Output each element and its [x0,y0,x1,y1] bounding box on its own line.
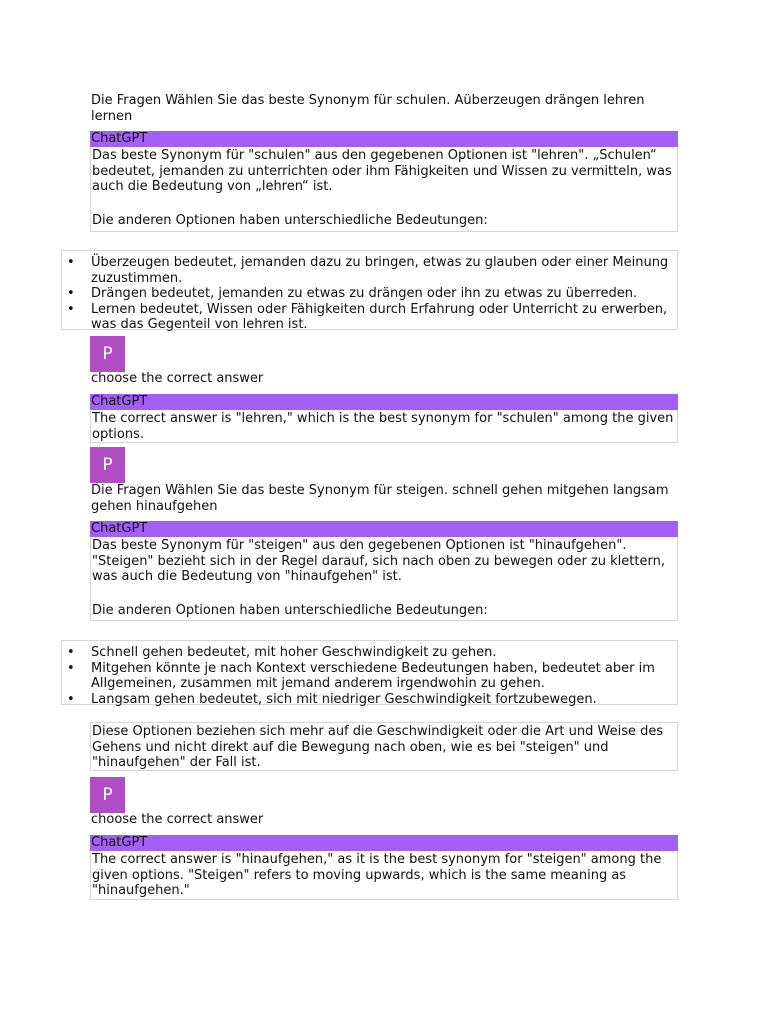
assistant-message-1 [90,147,678,232]
assistant-message-2 [90,410,678,443]
assistant-paragraph: Die anderen Optionen haben unterschiedliche Bedeutungen: [92,212,488,228]
assistant-list-1 [61,250,678,330]
assistant-paragraph: Das beste Synonym für "schulen" aus den gegebenen Optionen ist "lehren". „Schulen“ bedeutet, jemanden zu unterrichten oder ihm Fähigkeiten und Wissen zu vermitteln, was auch die Bedeutung von „lehren“ ist. [92,148,672,194]
list-item: • Mitgehen könnte je nach Kontext verschiedene Bedeutungen haben, bedeutet aber im Allgemeinen, zusammen mit jemand anderem irgendwohin zu gehen. [67,660,655,691]
user-avatar: P [90,336,125,372]
assistant-message-4 [90,851,678,900]
list-item: • Überzeugen bedeutet, jemanden dazu zu bringen, etwas zu glauben oder einer Meinung zuzustimmen. [67,255,669,286]
assistant-list-3 [61,640,678,705]
user-message-4: choose the correct answer [91,812,264,827]
bullet-icon: • [67,286,75,301]
bullet-icon: • [67,645,75,660]
user-message-1: Die Fragen Wählen Sie das beste Synonym für schulen. Aüberzeugen drängen lehren lernen [91,93,645,124]
bullet-icon: • [67,691,75,707]
assistant-label: ChatGPT [90,835,678,851]
assistant-paragraph: Das beste Synonym für "steigen" aus den gegebenen Optionen ist "hinaufgehen". "Steigen" bezieht sich in der Regel darauf, sich nach oben zu bewegen oder zu klettern, was auch die Bedeutung von "hinaufgehen" ist. [92,538,665,584]
assistant-paragraph: The correct answer is "hinaufgehen," as it is the best synonym for "steigen" among the given options. "Steigen" refers to moving upwards, which is the same meaning as "hinaufgehen." [92,852,662,898]
list-item: • Schnell gehen bedeutet, mit hoher Geschwindigkeit zu gehen. [67,645,497,660]
bullet-icon: • [67,660,75,676]
assistant-paragraph: The correct answer is "lehren," which is the best synonym for "schulen" among the given options. [92,411,674,442]
bullet-icon: • [67,301,75,317]
list-item: • Langsam gehen bedeutet, sich mit niedriger Geschwindigkeit fortzubewegen. [67,691,597,707]
user-message-2: choose the correct answer [91,371,264,386]
user-message-3: Die Fragen Wählen Sie das beste Synonym für steigen. schnell gehen mitgehen langsam gehen hinaufgehen [91,483,669,514]
user-avatar: P [90,777,125,813]
assistant-label: ChatGPT [90,394,678,410]
assistant-paragraph: Die anderen Optionen haben unterschiedliche Bedeutungen: [92,602,488,618]
assistant-label: ChatGPT [90,131,678,147]
user-avatar: P [90,447,125,483]
assistant-message-3 [90,537,678,621]
assistant-label: ChatGPT [90,521,678,537]
bullet-icon: • [67,255,75,270]
list-item: • Lernen bedeutet, Wissen oder Fähigkeiten durch Erfahrung oder Unterricht zu erwerben, was das Gegenteil von lehren ist. [67,301,668,332]
list-item: • Drängen bedeutet, jemanden zu etwas zu drängen oder ihn zu etwas zu überreden. [67,286,638,301]
assistant-message-3-continued [90,722,678,771]
assistant-paragraph: Diese Optionen beziehen sich mehr auf die Geschwindigkeit oder die Art und Weise des Gehens und nicht direkt auf die Bewegung nach oben, wie es bei "steigen" und "hinaufgehen" der Fall ist. [92,724,664,770]
